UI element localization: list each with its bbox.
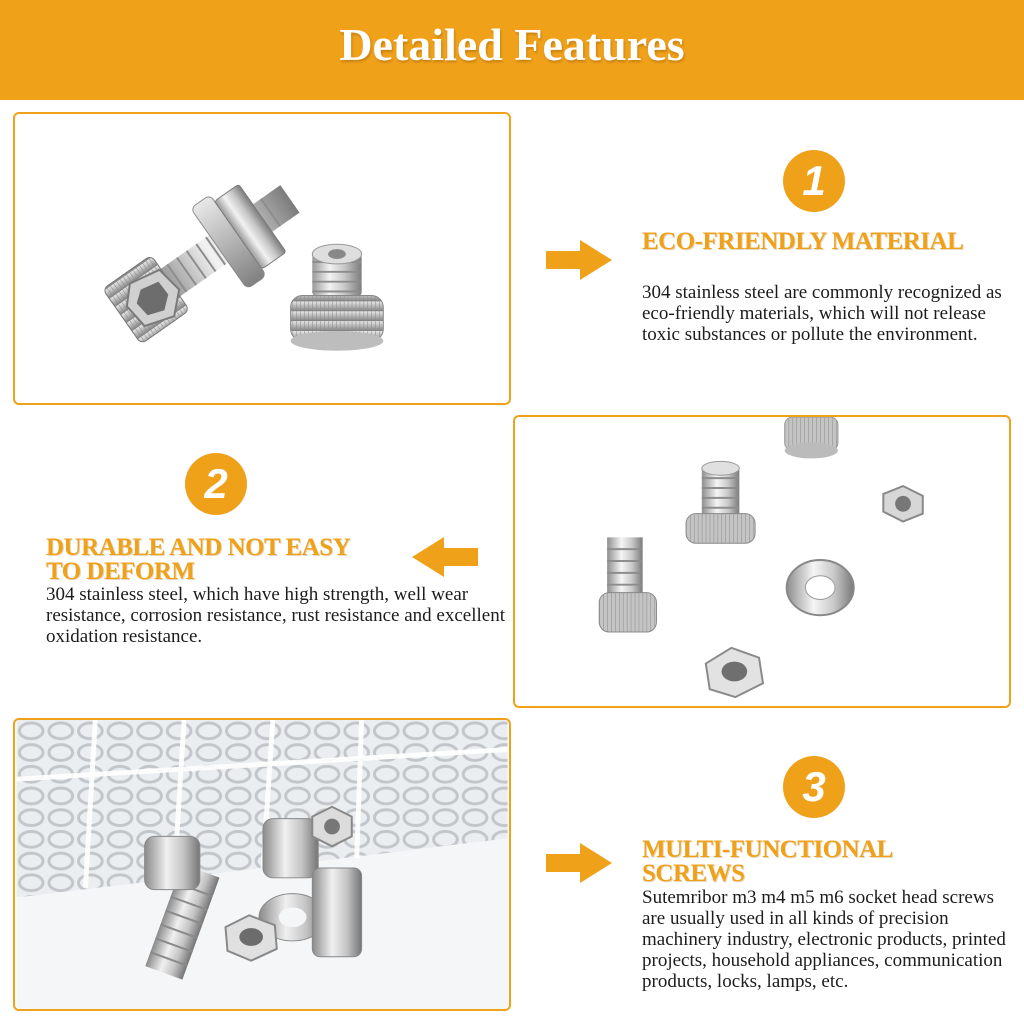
components-image (515, 417, 1009, 706)
header-banner (0, 0, 1024, 100)
feature-1-number-badge (783, 150, 845, 212)
feature-1-number: 1 (802, 157, 826, 204)
feature-1-title: ECO-FRIENDLY MATERIAL (642, 228, 964, 255)
feature-2-number-badge (185, 453, 247, 515)
feature-2-description: 304 stainless steel, which have high strength, well wear resistance, corrosion resistance, rust resistance and excellent oxidation resistance. (46, 584, 505, 647)
bolt-assembly-image (15, 114, 509, 403)
feature-1-description: 304 stainless steel are commonly recognized as eco-friendly materials, which will not release toxic substances or pollute the environment. (642, 282, 1002, 345)
feature-2-title: DURABLE AND NOT EASY TO DEFORM (46, 534, 350, 585)
assortment-box-image (15, 720, 509, 1009)
product-photo-components (513, 415, 1011, 708)
feature-2-number: 2 (204, 460, 228, 507)
arrow-right-icon (546, 843, 612, 883)
page-title: Detailed Features (339, 19, 685, 70)
arrow-left-icon (412, 537, 478, 577)
arrow-right-icon (546, 240, 612, 280)
feature-3-description: Sutemribor m3 m4 m5 m6 socket head screws are usually used in all kinds of precision machinery industry, electronic products, printed projects, household appliances, communication products, locks, lamps, etc. (642, 887, 1006, 992)
feature-3-number-badge (783, 756, 845, 818)
product-photo-assortment-box (13, 718, 511, 1011)
feature-3-number: 3 (802, 763, 826, 810)
feature-3-title: MULTI-FUNCTIONAL SCREWS (642, 836, 892, 887)
product-photo-bolt-assembly (13, 112, 511, 405)
